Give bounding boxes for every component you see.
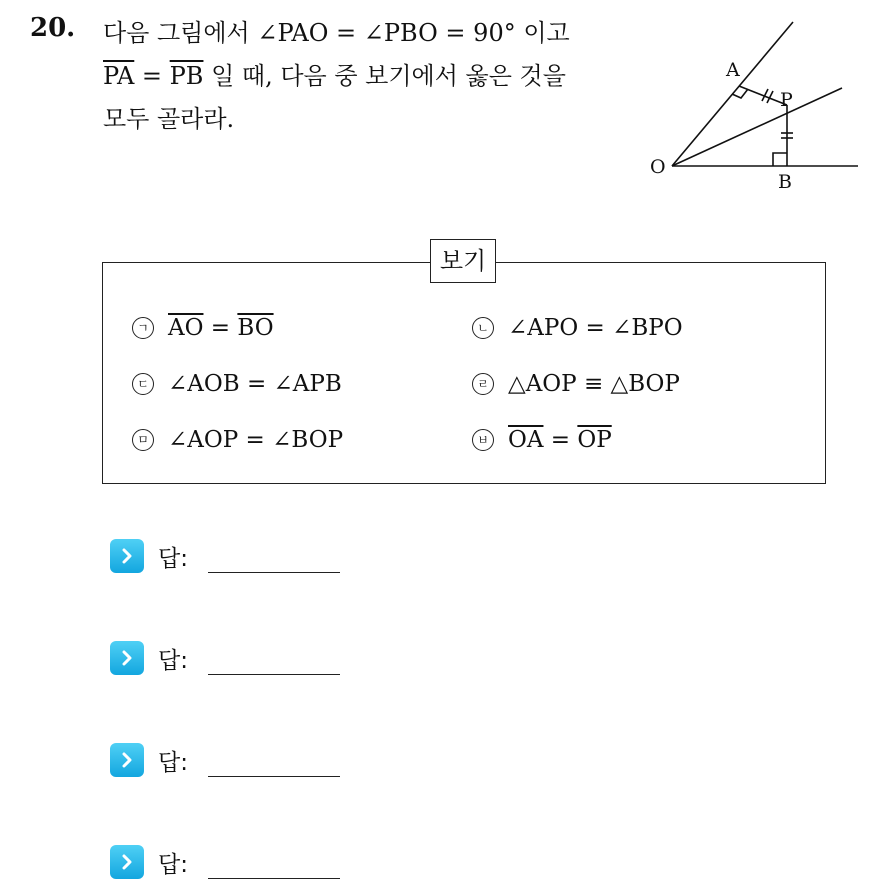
option-rieul (472, 371, 680, 397)
option-marker: ㄹ (472, 373, 494, 395)
segment-ao: $\overline{AO}$ (168, 315, 204, 341)
answer-label: 답: (158, 647, 188, 674)
options-box-title: 보기 (430, 239, 496, 283)
option-marker: ㅁ (132, 429, 154, 451)
ray-op (672, 88, 842, 166)
option-nieun (472, 315, 683, 341)
chevron-right-icon (110, 743, 144, 777)
question-number: 20. (30, 13, 76, 43)
answer-row-3 (110, 743, 340, 777)
option-text: ∠APO = ∠BPO (508, 315, 683, 341)
question-line-2-rest: 일 때, 다음 중 보기에서 옳은 것을 (203, 62, 566, 90)
segment-oa: $\overline{OA}$ (508, 427, 544, 453)
angle-bisector-figure (640, 10, 870, 200)
equals-sign: = (134, 62, 170, 90)
answer-label: 답: (158, 851, 188, 878)
option-marker: ㄴ (472, 317, 494, 339)
option-digeut (132, 371, 342, 397)
answer-label: 답: (158, 545, 188, 572)
right-angle-mark-a (732, 89, 748, 98)
option-marker: ㄷ (132, 373, 154, 395)
label-o: O (650, 156, 666, 178)
segment-bo: $\overline{BO}$ (237, 315, 274, 341)
option-text: △AOP ≡ △BOP (508, 371, 680, 397)
label-b: B (778, 171, 792, 193)
answer-blank[interactable] (208, 572, 340, 573)
answer-label: 답: (158, 749, 188, 776)
answer-blank[interactable] (208, 674, 340, 675)
equals-sign: = (203, 315, 238, 341)
label-a: A (726, 59, 740, 81)
option-marker: ㅂ (472, 429, 494, 451)
segment-pa: $\overline{PA}$ (103, 62, 135, 90)
option-bieup (472, 427, 612, 453)
answer-row-4 (110, 845, 340, 879)
answer-row-1 (110, 539, 340, 573)
question-line-2 (103, 55, 633, 98)
option-text: ∠AOB = ∠APB (168, 371, 342, 397)
equals-sign: = (543, 427, 578, 453)
option-giyeok (132, 315, 274, 341)
chevron-right-icon (110, 641, 144, 675)
label-p: P (780, 89, 793, 111)
question-line-1: 다음 그림에서 ∠PAO = ∠PBO = 90° 이고 (103, 19, 570, 47)
option-text: ∠AOP = ∠BOP (168, 427, 344, 453)
chevron-right-icon (110, 539, 144, 573)
question-line-3: 모두 골라라. (103, 105, 235, 133)
answer-row-2 (110, 641, 340, 675)
question-text (103, 12, 633, 141)
answer-blank[interactable] (208, 878, 340, 879)
option-mieum (132, 427, 343, 453)
segment-op: $\overline{OP}$ (577, 427, 612, 453)
segment-pb: $\overline{PB}$ (169, 62, 204, 90)
answer-blank[interactable] (208, 776, 340, 777)
chevron-right-icon (110, 845, 144, 879)
right-angle-mark-b (773, 153, 787, 166)
option-marker: ㄱ (132, 317, 154, 339)
